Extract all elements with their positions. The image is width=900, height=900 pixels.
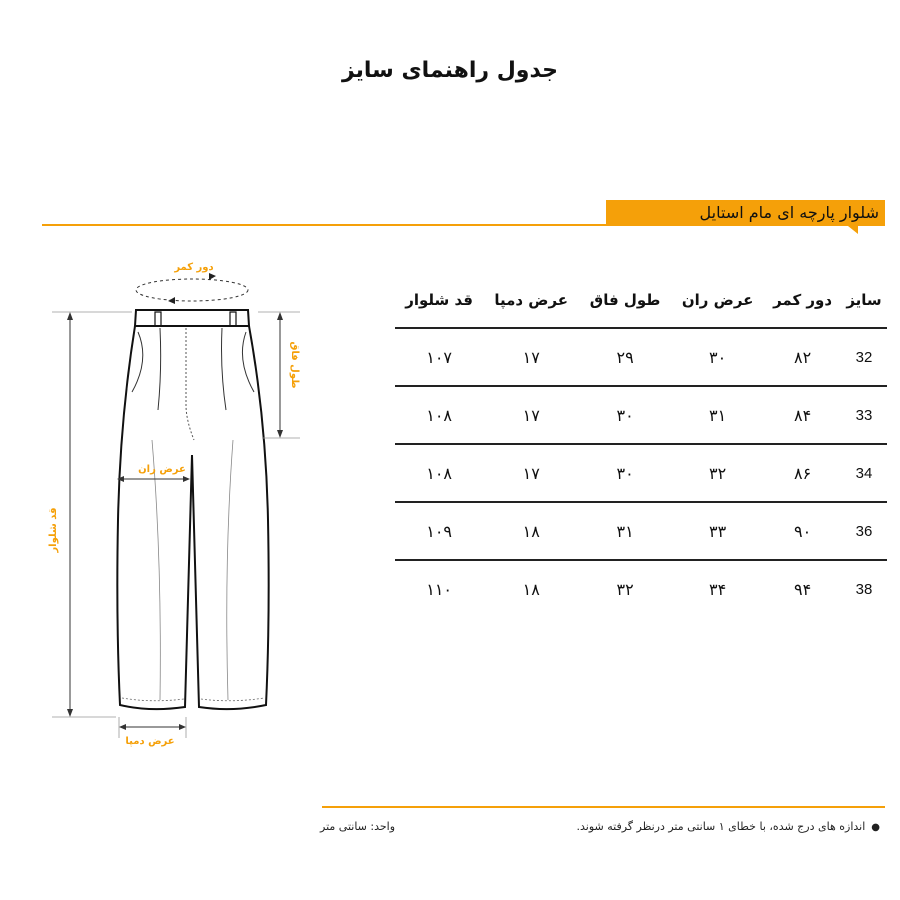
footer-note-text: اندازه های درج شده، با خطای ۱ سانتی متر درنظر گرفته شوند.: [576, 820, 866, 833]
thigh-label: عرض ران: [138, 464, 186, 475]
table-cell: ۸۲: [764, 328, 841, 386]
length-label: قد شلوار: [48, 507, 59, 553]
table-cell: ۳۱: [579, 502, 671, 560]
section-tab-notch: [848, 226, 858, 234]
waist-arrow-head-bottom: [168, 297, 175, 304]
hem-arrow-left: [119, 724, 126, 730]
size-table: [395, 272, 887, 617]
table-cell: ۳۱: [671, 386, 764, 444]
table-cell: ۳۲: [616, 579, 634, 599]
table-row: [395, 328, 887, 386]
table-cell: ۱۷: [483, 328, 579, 386]
table-cell: ۳۲: [671, 444, 764, 502]
table-row: [395, 502, 887, 560]
table-cell: ۳۳: [671, 502, 764, 560]
waist-label: دور کمر: [174, 262, 214, 273]
table-cell-size: 32: [841, 328, 887, 386]
length-arrow-top: [67, 312, 73, 320]
table-cell: ۳۰: [579, 444, 671, 502]
header-waist: دور کمر: [764, 272, 841, 328]
header-rise: طول فاق: [579, 272, 671, 328]
table-cell-size: 38: [855, 580, 873, 598]
section-title: شلوار پارچه ای مام استایل: [699, 203, 879, 222]
table-cell: ۱۰۹: [395, 502, 483, 560]
table-cell: ۳۴: [709, 579, 727, 599]
table-row: [395, 444, 887, 502]
table-cell-size: 33: [841, 386, 887, 444]
hem-arrow-right: [179, 724, 186, 730]
footer-unit: واحد: سانتی متر: [320, 820, 396, 833]
header-thigh: عرض ران: [671, 272, 764, 328]
waist-ellipse: [136, 279, 248, 301]
header-length: قد شلوار: [395, 272, 483, 328]
rise-arrow-top: [277, 312, 283, 320]
header-hem: عرض دمپا: [483, 272, 579, 328]
rise-arrow-bottom: [277, 430, 283, 438]
length-arrow-bottom: [67, 709, 73, 717]
table-cell: ۱۰۸: [395, 386, 483, 444]
footer-divider: [322, 806, 885, 808]
table-row: [395, 386, 887, 444]
table-row: [395, 560, 887, 617]
bullet-icon: ●: [871, 822, 880, 833]
table-cell: ۳۰: [579, 386, 671, 444]
table-cell-size: 34: [841, 444, 887, 502]
section-title-tab: [606, 200, 885, 226]
table-cell: ۸۶: [764, 444, 841, 502]
pants-outline: [117, 326, 268, 709]
table-header-row: [395, 272, 887, 328]
table-cell-size: 36: [841, 502, 887, 560]
table-cell: ۸۴: [764, 386, 841, 444]
table-cell: ۱۰۸: [395, 444, 483, 502]
table-cell: ۳۰: [671, 328, 764, 386]
table-cell: ۹۴: [794, 579, 812, 599]
header-size: سایز: [841, 272, 887, 328]
hem-label: عرض دمپا: [125, 736, 175, 747]
table-cell: ۱۰۷: [395, 328, 483, 386]
rise-label: طول فاق: [289, 341, 300, 389]
table-cell: ۱۷: [483, 386, 579, 444]
pants-diagram: [0, 0, 320, 760]
table-cell: ۱۱۰: [426, 579, 452, 599]
table-cell: ۱۷: [483, 444, 579, 502]
table-cell: ۱۸: [522, 579, 540, 599]
page-title: جدول راهنمای سایز: [341, 58, 559, 83]
waist-arrow-head-top: [209, 273, 216, 280]
table-cell: ۲۹: [579, 328, 671, 386]
table-cell: ۹۰: [764, 502, 841, 560]
table-cell: ۱۸: [483, 502, 579, 560]
footer-note: [577, 820, 881, 833]
